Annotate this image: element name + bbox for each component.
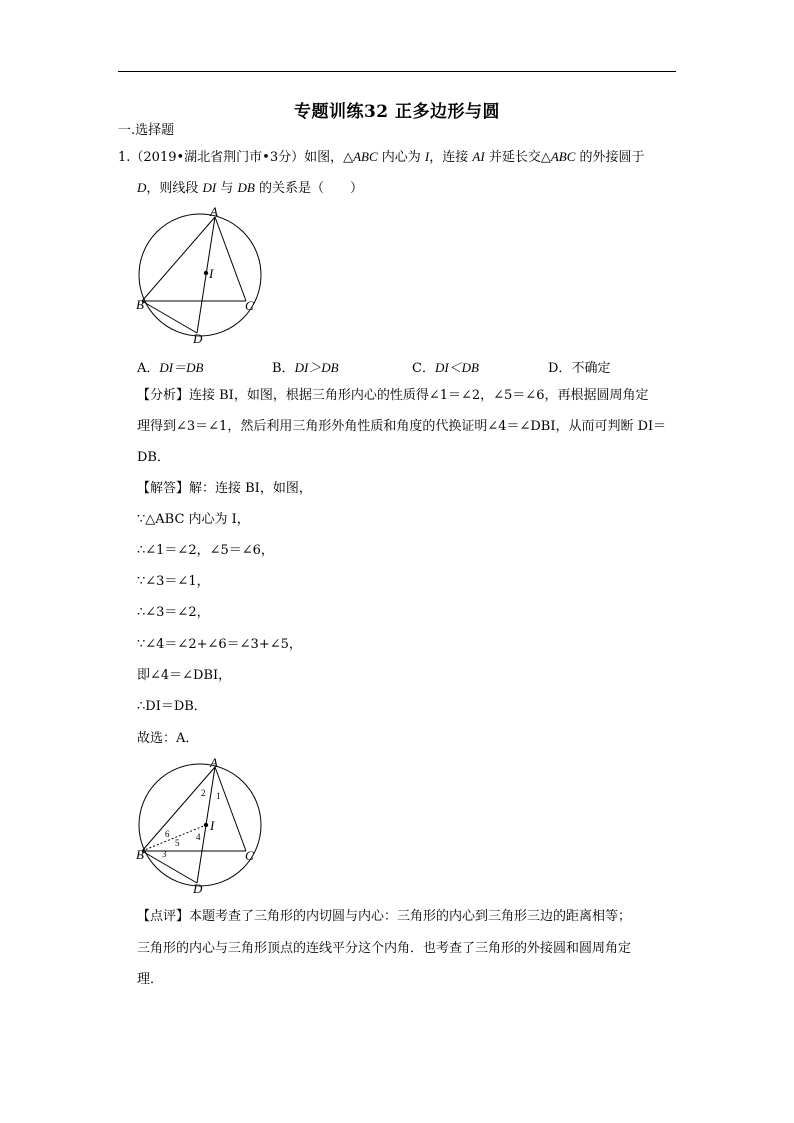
- solution-line: ∵∠3＝∠1，: [137, 574, 210, 589]
- option-c: C．DI＜DB: [412, 360, 479, 376]
- analysis-line-1: 【分析】连接 BI，如图，根据三角形内心的性质得∠1＝∠2，∠5＝∠6，再根据圆周角定: [137, 388, 649, 403]
- analysis-line-3: DB．: [137, 450, 170, 465]
- angle-label-2: 2: [201, 788, 206, 798]
- solution-line: ∵△ABC 内心为 I，: [137, 512, 250, 527]
- circumcircle: [139, 214, 261, 336]
- circumcircle: [139, 764, 261, 886]
- label-d: D: [193, 881, 203, 896]
- question-line-1: 1.（2019•湖北省荆门市•3分）如图，△ABC 内心为 I，连接 AI 并延长交△ABC 的外接圆于: [118, 149, 645, 165]
- comment-line-3: 理．: [137, 972, 164, 987]
- label-c: C: [245, 848, 254, 863]
- figure-1-circle-triangle: [130, 203, 270, 348]
- comment-line-1: 【点评】本题考查了三角形的内切圆与内心：三角形的内心到三角形三边的距离相等；: [137, 909, 632, 924]
- solution-line: 故选：A．: [137, 731, 199, 746]
- label-a: A: [210, 204, 218, 219]
- analysis-line-2: 理得到∠3＝∠1，然后利用三角形外角性质和角度的代换证明∠4＝∠DBI，从而可判断 DI＝: [137, 419, 667, 434]
- label-a: A: [210, 755, 218, 770]
- page-title: 专题训练32 正多边形与圆: [293, 102, 501, 122]
- angle-label-5: 5: [175, 838, 180, 848]
- option-a: A．DI＝DB: [137, 360, 204, 376]
- option-b: B．DI＞DB: [272, 360, 339, 376]
- angle-label-4: 4: [196, 832, 201, 842]
- incenter-point: [204, 823, 208, 827]
- option-d: D．不确定: [548, 361, 611, 376]
- angle-label-1: 1: [216, 791, 221, 801]
- solution-line: 【解答】解：连接 BI，如图，: [137, 481, 312, 496]
- label-i: I: [209, 266, 214, 281]
- solution-line: ∵∠4＝∠2+∠6＝∠3+∠5，: [137, 637, 302, 652]
- label-b: B: [136, 297, 144, 312]
- label-i: I: [210, 818, 215, 833]
- angle-label-3: 3: [162, 849, 167, 859]
- label-b: B: [136, 847, 144, 862]
- solution-line: ∴∠1＝∠2，∠5＝∠6，: [137, 543, 274, 558]
- comment-line-2: 三角形的内心与三角形顶点的连线平分这个内角．也考查了三角形的外接圆和圆周角定: [137, 941, 632, 956]
- section-heading: 一.选择题: [118, 123, 175, 138]
- label-c: C: [245, 298, 254, 313]
- solution-line: ∴DI＝DB．: [137, 699, 207, 714]
- figure-2-circle-triangle-angles: [130, 753, 270, 898]
- solution-line: ∴∠3＝∠2，: [137, 605, 210, 620]
- solution-line: 即∠4＝∠DBI，: [137, 668, 232, 683]
- header-rule: [118, 71, 676, 72]
- angle-label-6: 6: [165, 829, 170, 839]
- question-line-2: D，则线段 DI 与 DB 的关系是（ ）: [137, 180, 363, 196]
- label-d: D: [193, 331, 203, 346]
- incenter-point: [204, 271, 208, 275]
